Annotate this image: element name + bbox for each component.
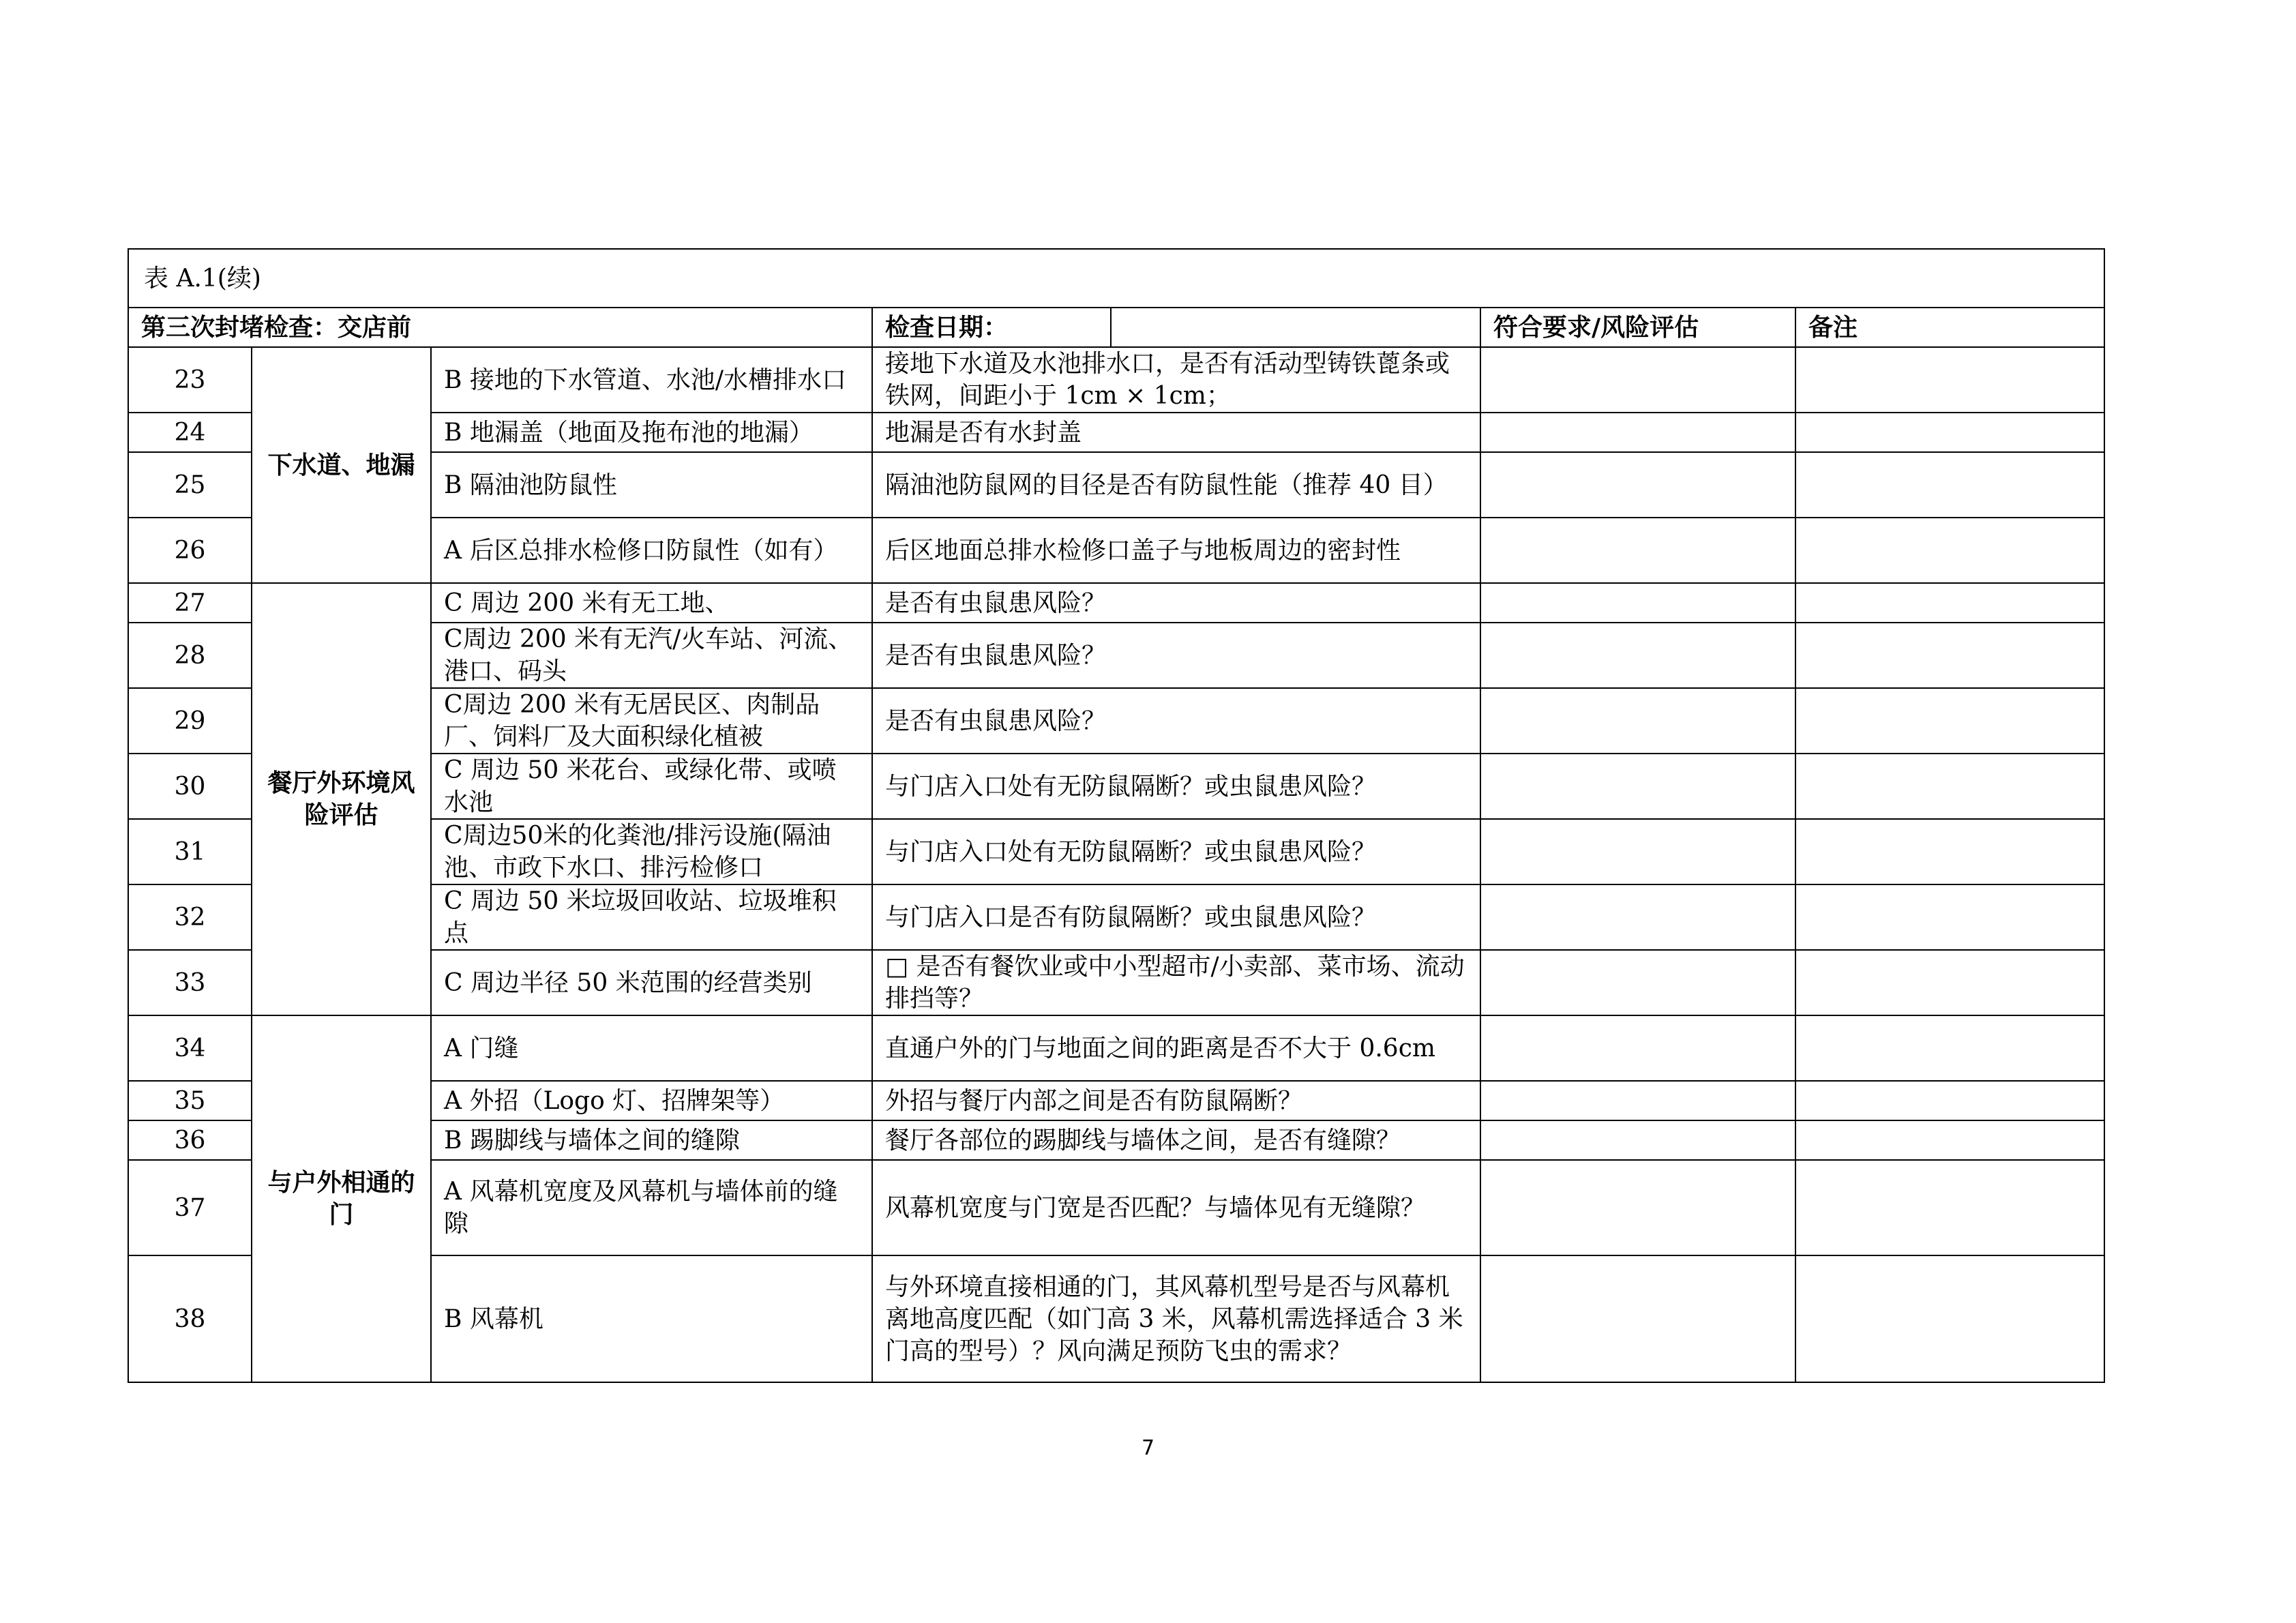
check-content: 与门店入口是否有防鼠隔断？或虫鼠患风险？ — [872, 884, 1480, 950]
check-item: C 周边 50 米垃圾回收站、垃圾堆积点 — [431, 884, 872, 950]
inspection-sheet — [128, 248, 2104, 1383]
compliance-cell[interactable] — [1480, 452, 1795, 518]
row-number: 34 — [128, 1015, 252, 1081]
compliance-cell[interactable] — [1480, 1120, 1795, 1160]
remarks-cell[interactable] — [1795, 688, 2104, 754]
page-number: 7 — [1141, 1436, 1155, 1460]
compliance-cell[interactable] — [1480, 754, 1795, 819]
row-number: 25 — [128, 452, 252, 518]
check-content: 外招与餐厅内部之间是否有防鼠隔断？ — [872, 1081, 1480, 1120]
compliance-cell[interactable] — [1480, 583, 1795, 623]
check-item: C 周边半径 50 米范围的经营类别 — [431, 950, 872, 1015]
compliance-cell[interactable] — [1480, 819, 1795, 884]
compliance-cell[interactable] — [1480, 1015, 1795, 1081]
check-content: 是否有虫鼠患风险？ — [872, 688, 1480, 754]
check-item: C周边 200 米有无居民区、肉制品厂、饲料厂及大面积绿化植被 — [431, 688, 872, 754]
remarks-cell[interactable] — [1795, 1160, 2104, 1255]
row-number: 35 — [128, 1081, 252, 1120]
row-number: 24 — [128, 413, 252, 452]
category-drainage: 下水道、地漏 — [252, 347, 431, 583]
date-label: 检查日期： — [872, 308, 1111, 347]
row-number: 26 — [128, 518, 252, 583]
compliance-cell[interactable] — [1480, 1160, 1795, 1255]
check-item: B 踢脚线与墙体之间的缝隙 — [431, 1120, 872, 1160]
table-row — [128, 583, 2104, 623]
check-item: B 隔油池防鼠性 — [431, 452, 872, 518]
remarks-cell[interactable] — [1795, 583, 2104, 623]
remarks-cell[interactable] — [1795, 819, 2104, 884]
remarks-cell[interactable] — [1795, 1255, 2104, 1382]
inspection-table — [128, 248, 2105, 1383]
remarks-header: 备注 — [1795, 308, 2104, 347]
check-item: A 外招（Logo 灯、招牌架等） — [431, 1081, 872, 1120]
remarks-cell[interactable] — [1795, 1081, 2104, 1120]
row-number: 30 — [128, 754, 252, 819]
compliance-cell[interactable] — [1480, 1081, 1795, 1120]
remarks-cell[interactable] — [1795, 518, 2104, 583]
remarks-cell[interactable] — [1795, 452, 2104, 518]
header-row — [128, 308, 2104, 347]
check-content: 后区地面总排水检修口盖子与地板周边的密封性 — [872, 518, 1480, 583]
remarks-cell[interactable] — [1795, 1015, 2104, 1081]
remarks-cell[interactable] — [1795, 950, 2104, 1015]
date-value-field[interactable] — [1111, 308, 1480, 347]
table-caption: 表 A.1(续) — [128, 249, 2104, 308]
compliance-cell[interactable] — [1480, 623, 1795, 688]
check-item: C 周边 50 米花台、或绿化带、或喷水池 — [431, 754, 872, 819]
compliance-cell[interactable] — [1480, 347, 1795, 413]
row-number: 29 — [128, 688, 252, 754]
compliance-header: 符合要求/风险评估 — [1480, 308, 1795, 347]
check-content: 是否有虫鼠患风险？ — [872, 623, 1480, 688]
remarks-cell[interactable] — [1795, 623, 2104, 688]
check-content: 与外环境直接相通的门，其风幕机型号是否与风幕机离地高度匹配（如门高 3 米，风幕机需选择适合 3 米门高的型号）？风向满足预防飞虫的需求？ — [872, 1255, 1480, 1382]
compliance-cell[interactable] — [1480, 688, 1795, 754]
row-number: 36 — [128, 1120, 252, 1160]
category-doors: 与户外相通的门 — [252, 1015, 431, 1382]
check-content: 与门店入口处有无防鼠隔断？或虫鼠患风险？ — [872, 754, 1480, 819]
check-item: C 周边 200 米有无工地、 — [431, 583, 872, 623]
remarks-cell[interactable] — [1795, 754, 2104, 819]
check-item: A 门缝 — [431, 1015, 872, 1081]
category-outdoor-environment: 餐厅外环境风险评估 — [252, 583, 431, 1015]
check-item: A 风幕机宽度及风幕机与墙体前的缝隙 — [431, 1160, 872, 1255]
check-item: B 接地的下水管道、水池/水槽排水口 — [431, 347, 872, 413]
check-item: B 风幕机 — [431, 1255, 872, 1382]
row-number: 27 — [128, 583, 252, 623]
check-content: □ 是否有餐饮业或中小型超市/小卖部、菜市场、流动排挡等？ — [872, 950, 1480, 1015]
check-content: 地漏是否有水封盖 — [872, 413, 1480, 452]
check-content: 与门店入口处有无防鼠隔断？或虫鼠患风险？ — [872, 819, 1480, 884]
table-row — [128, 1015, 2104, 1081]
row-number: 31 — [128, 819, 252, 884]
table-row — [128, 347, 2104, 413]
check-content: 是否有虫鼠患风险？ — [872, 583, 1480, 623]
compliance-cell[interactable] — [1480, 518, 1795, 583]
check-content: 接地下水道及水池排水口，是否有活动型铸铁蓖条或铁网，间距小于 1cm × 1cm； — [872, 347, 1480, 413]
check-item: A 后区总排水检修口防鼠性（如有） — [431, 518, 872, 583]
row-number: 23 — [128, 347, 252, 413]
remarks-cell[interactable] — [1795, 347, 2104, 413]
check-item: B 地漏盖（地面及拖布池的地漏） — [431, 413, 872, 452]
remarks-cell[interactable] — [1795, 884, 2104, 950]
row-number: 38 — [128, 1255, 252, 1382]
compliance-cell[interactable] — [1480, 413, 1795, 452]
check-item: C周边50米的化粪池/排污设施(隔油池、市政下水口、排污检修口 — [431, 819, 872, 884]
row-number: 28 — [128, 623, 252, 688]
compliance-cell[interactable] — [1480, 884, 1795, 950]
check-content: 隔油池防鼠网的目径是否有防鼠性能（推荐 40 目） — [872, 452, 1480, 518]
compliance-cell[interactable] — [1480, 1255, 1795, 1382]
check-content: 风幕机宽度与门宽是否匹配？与墙体见有无缝隙？ — [872, 1160, 1480, 1255]
row-number: 33 — [128, 950, 252, 1015]
remarks-cell[interactable] — [1795, 1120, 2104, 1160]
section-title: 第三次封堵检查：交店前 — [128, 308, 872, 347]
compliance-cell[interactable] — [1480, 950, 1795, 1015]
check-item: C周边 200 米有无汽/火车站、河流、港口、码头 — [431, 623, 872, 688]
check-content: 直通户外的门与地面之间的距离是否不大于 0.6cm — [872, 1015, 1480, 1081]
caption-row — [128, 249, 2104, 308]
check-content: 餐厅各部位的踢脚线与墙体之间，是否有缝隙？ — [872, 1120, 1480, 1160]
row-number: 32 — [128, 884, 252, 950]
remarks-cell[interactable] — [1795, 413, 2104, 452]
row-number: 37 — [128, 1160, 252, 1255]
